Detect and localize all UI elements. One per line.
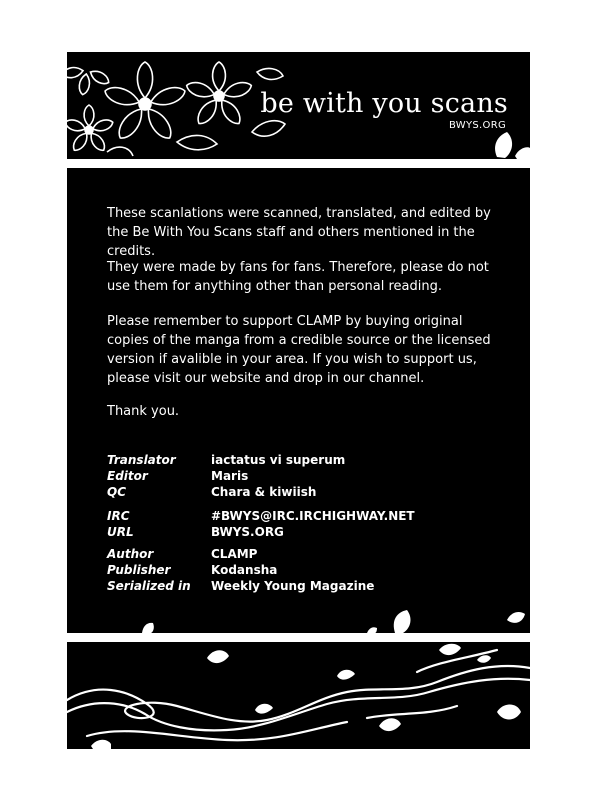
credit-value: #BWYS@IRC.IRCHIGHWAY.NET bbox=[211, 509, 415, 523]
support-paragraph: Please remember to support CLAMP by buying original copies of the manga from a credible source or the licensed version if avalible in your area. If you wish to support us, please visit our website and drop in our channel. bbox=[107, 314, 491, 386]
footer-banner bbox=[67, 642, 530, 749]
petal-decoration bbox=[67, 168, 530, 633]
credit-label: Publisher bbox=[107, 563, 171, 577]
credit-value: Chara & kiwiish bbox=[211, 485, 317, 499]
credit-label: QC bbox=[107, 485, 127, 499]
intro-paragraph: These scanlations were scanned, translated, and edited by the Be With You Scans staff and others mentioned in the credits. bbox=[107, 206, 491, 259]
credit-label: URL bbox=[107, 525, 134, 539]
site-url: BWYS.ORG bbox=[449, 120, 506, 131]
site-title: be with you scans bbox=[260, 88, 508, 119]
main-panel bbox=[67, 168, 530, 633]
header-banner bbox=[67, 52, 530, 159]
credit-value: Weekly Young Magazine bbox=[211, 579, 375, 593]
credit-label: Serialized in bbox=[107, 579, 191, 593]
credit-value: iactatus vi superum bbox=[211, 453, 346, 467]
stream-illustration bbox=[67, 642, 530, 749]
credit-label: Translator bbox=[107, 453, 176, 467]
credit-label: Author bbox=[107, 547, 154, 561]
credit-value: BWYS.ORG bbox=[211, 525, 284, 539]
thanks-paragraph: Thank you. bbox=[107, 404, 180, 419]
credit-value: Kodansha bbox=[211, 563, 278, 577]
credit-label: Editor bbox=[107, 469, 148, 483]
credit-value: CLAMP bbox=[211, 547, 258, 561]
credit-value: Maris bbox=[211, 469, 249, 483]
credit-label: IRC bbox=[107, 509, 130, 523]
usage-paragraph: They were made by fans for fans. Therefore, please do not use them for anything other than personal reading. bbox=[107, 260, 489, 294]
